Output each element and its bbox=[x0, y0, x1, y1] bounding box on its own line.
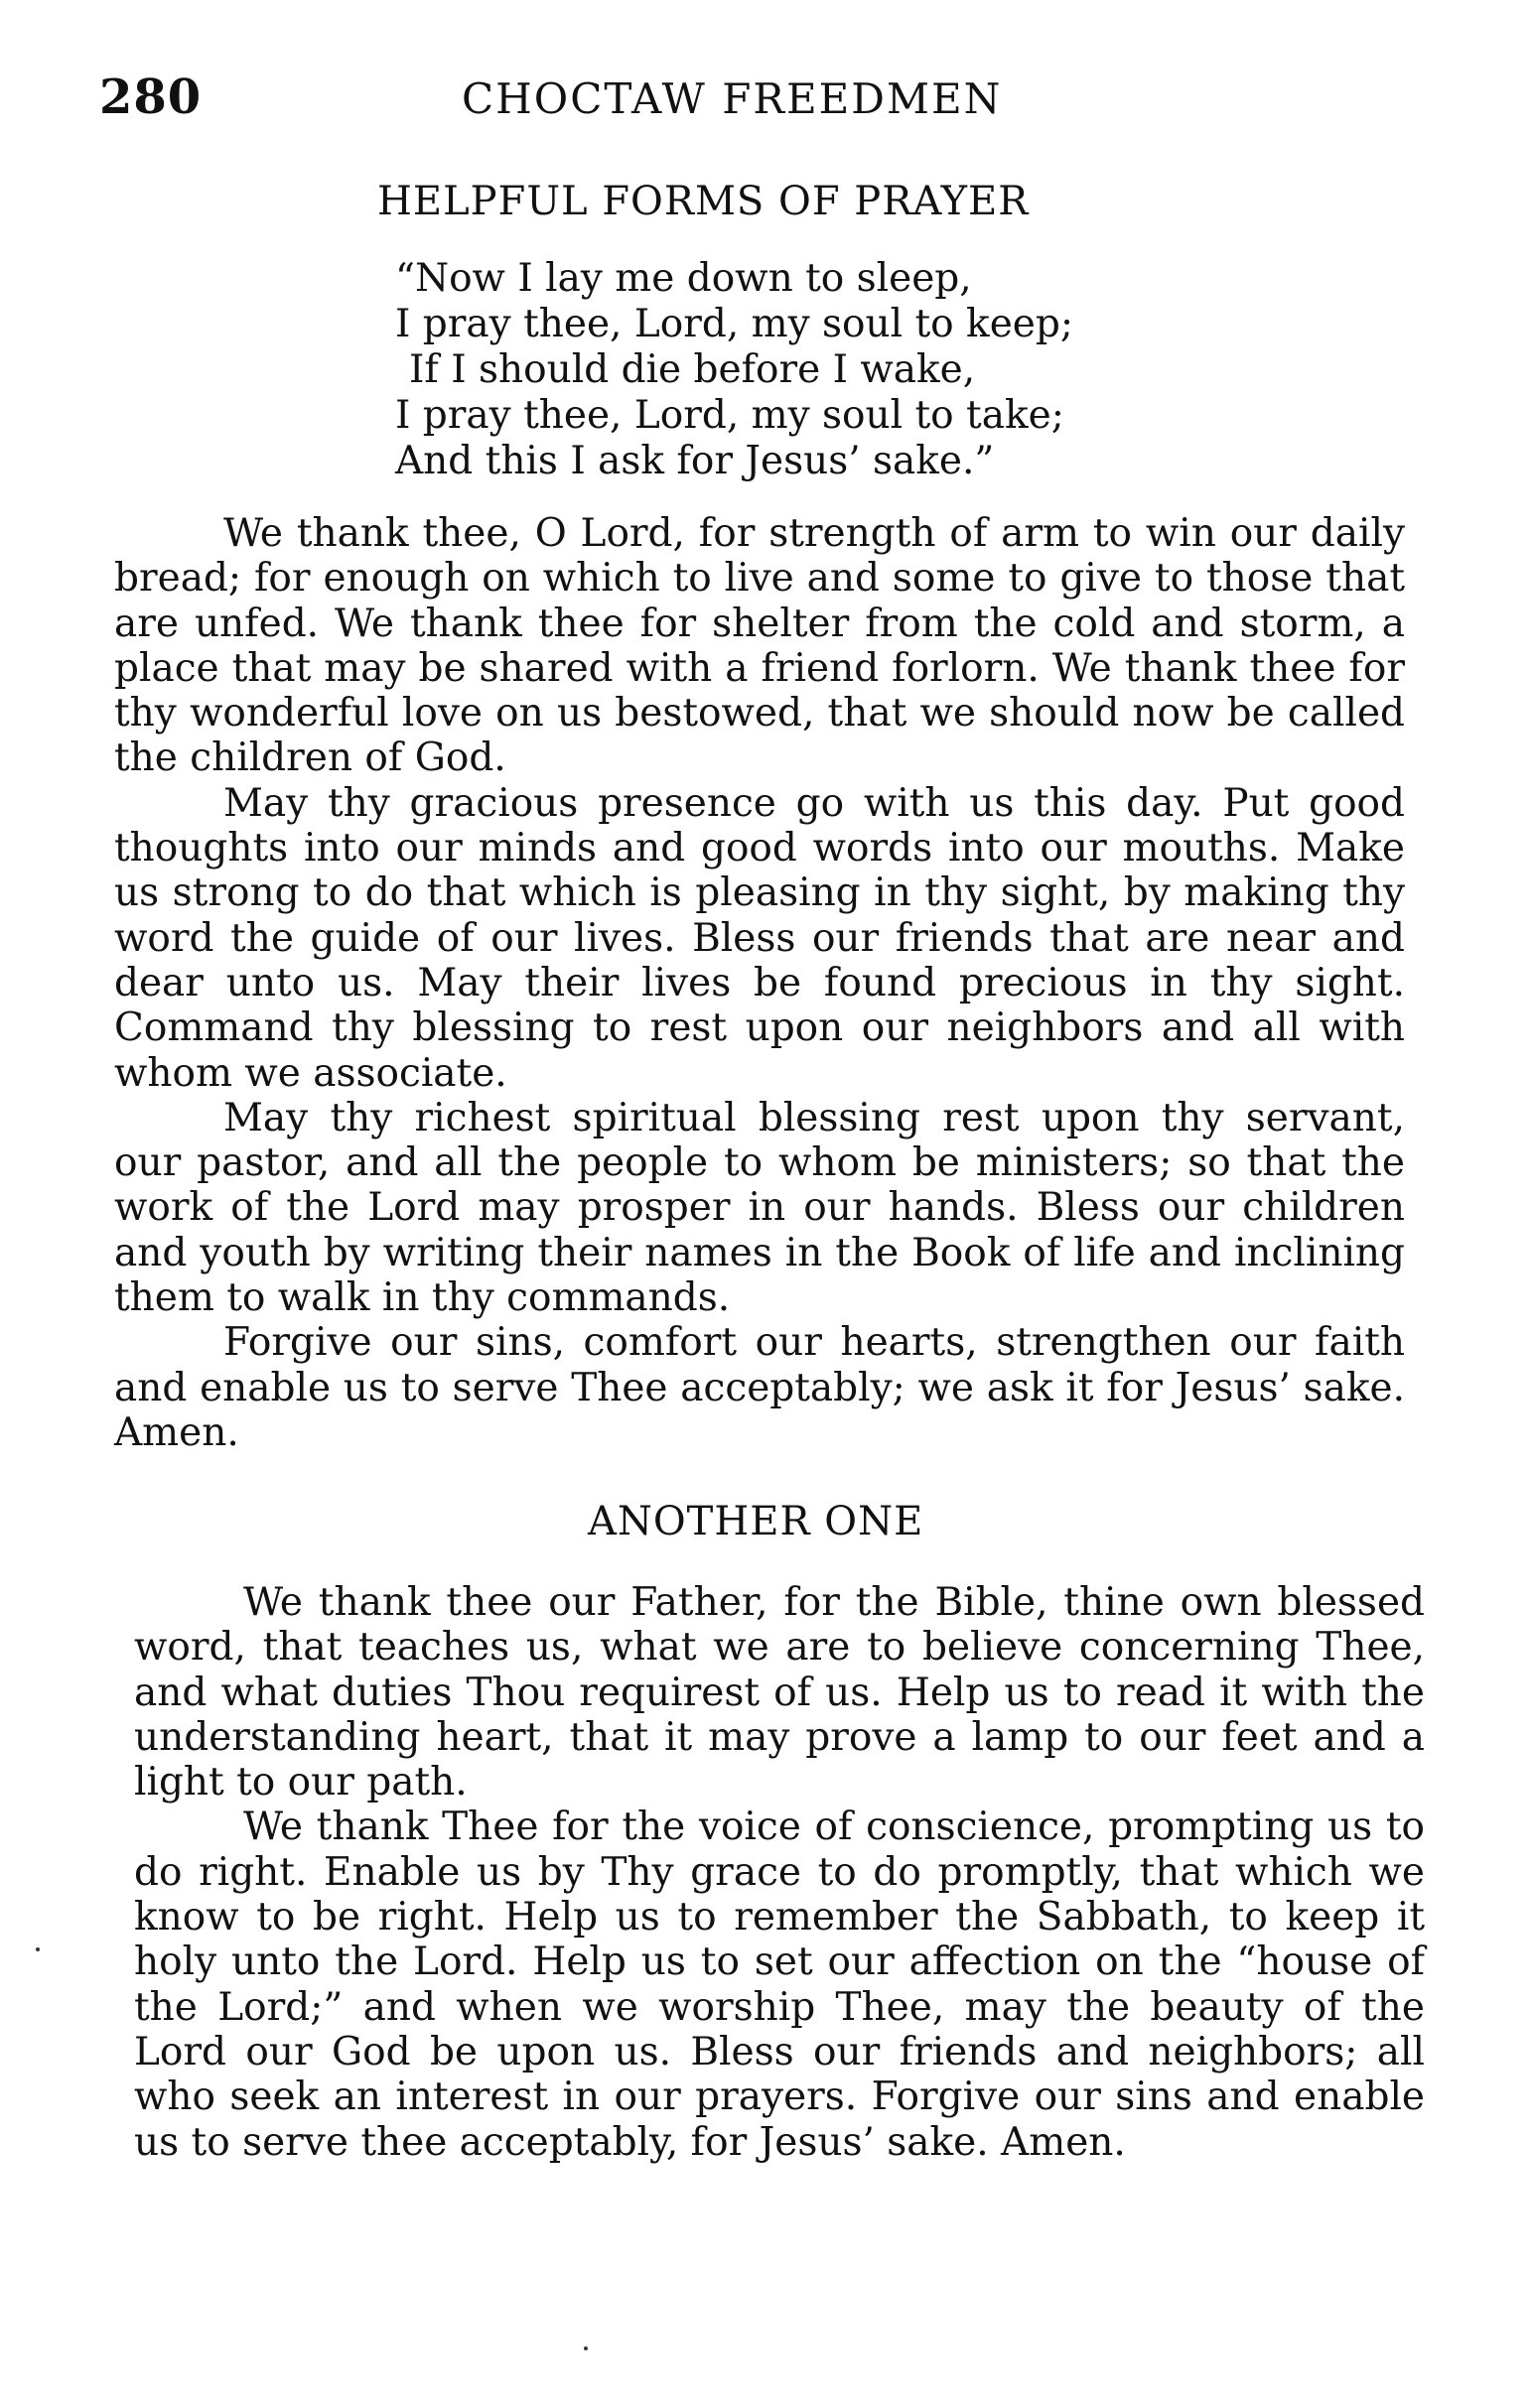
running-title: CHOCTAW FREEDMEN bbox=[462, 74, 1003, 123]
section-title-helpful-forms: HELPFUL FORMS OF PRAYER bbox=[377, 179, 1030, 224]
poem-line: “Now I lay me down to sleep, bbox=[395, 256, 972, 301]
section2-body bbox=[134, 1580, 1425, 2165]
print-speck bbox=[584, 2346, 588, 2350]
bedtime-prayer-poem bbox=[395, 256, 1073, 484]
page-number: 280 bbox=[99, 69, 203, 125]
running-head bbox=[99, 69, 1479, 139]
print-speck bbox=[36, 1947, 40, 1951]
paragraph: Forgive our sins, comfort our hearts, strengthen our faith and enable us to serve Thee acceptably; we ask it for Jesus’ sake. Amen. bbox=[114, 1320, 1405, 1455]
paragraph: We thank Thee for the voice of conscience, prompting us to do right. Enable us by Thy grace to do promptly, that which we know to be right. Help us to remember the Sabbath, to keep it holy unto the Lord. Help us to set our affection on the “house of the Lord;” and when we worship Thee, may the beauty of the Lord our God be upon us. Bless our friends and neighbors; all who seek an interest in our prayers. Forgive our sins and enable us to serve thee acceptably, for Jesus’ sake. Amen. bbox=[134, 1805, 1425, 2165]
poem-line: If I should die before I wake, bbox=[409, 347, 976, 392]
paragraph: We thank thee, O Lord, for strength of arm to win our daily bread; for enough on which to live and some to give to those that are unfed. We thank thee for shelter from the cold and storm, a place that may be shared with a friend forlorn. We thank thee for thy wonderful love on us bestowed, that we should now be called the children of God. bbox=[114, 511, 1405, 781]
paragraph: May thy gracious presence go with us this day. Put good thoughts into our minds and good words into our mouths. Make us strong to do that which is pleasing in thy sight, by making thy word the guide of our lives. Bless our friends that are near and dear unto us. May their lives be found precious in thy sight. Command thy blessing to rest upon our neighbors and all with whom we associate. bbox=[114, 780, 1405, 1096]
poem-line: I pray thee, Lord, my soul to take; bbox=[395, 393, 1064, 438]
poem-line: And this I ask for Jesus’ sake.” bbox=[395, 439, 995, 483]
section-title-another-one: ANOTHER ONE bbox=[588, 1499, 924, 1544]
paragraph: We thank thee our Father, for the Bible, thine own blessed word, that teaches us, what we are to believe concerning Thee, and what duties Thou requirest of us. Help us to read it with the understanding heart, that it may prove a lamp to our feet and a light to our path. bbox=[134, 1580, 1425, 1806]
poem-line: I pray thee, Lord, my soul to keep; bbox=[395, 302, 1073, 346]
section1-body bbox=[114, 511, 1405, 1455]
paragraph: May thy richest spiritual blessing rest upon thy servant, our pastor, and all the people to whom be ministers; so that the work of the Lord may prosper in our hands. Bless our children and youth by writing their names in the Book of life and inclining them to walk in thy commands. bbox=[114, 1095, 1405, 1321]
